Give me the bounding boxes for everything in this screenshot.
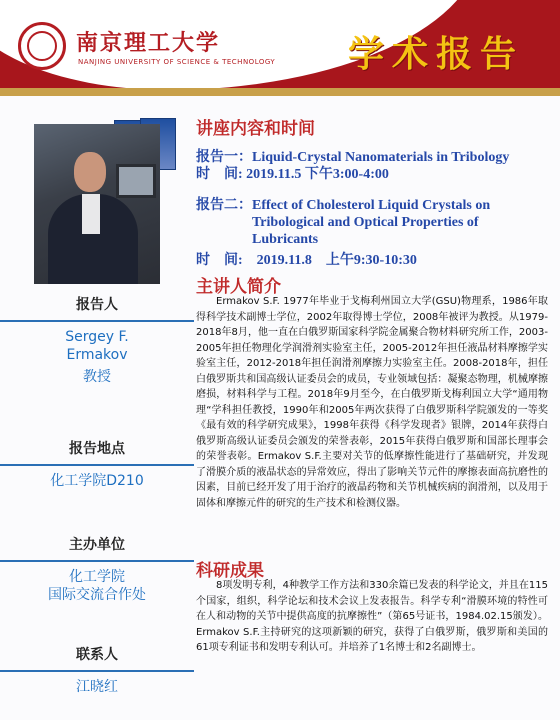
university-seal-icon <box>18 22 66 70</box>
host-line2: 国际交流合作处 <box>48 587 146 603</box>
divider <box>0 560 194 562</box>
reporter-title: 教授 <box>83 369 111 385</box>
lectures-section-title: 讲座内容和时间 <box>196 119 315 139</box>
talk1-title: 报告一：Liquid-Crystal Nanomaterials in Tribology <box>196 150 510 165</box>
divider <box>0 320 194 322</box>
poster-title: 学术报告 <box>347 33 524 75</box>
main-content <box>196 114 546 269</box>
achievements-text: 8项发明专利，4种教学工作方法和330余篇已发表的科学论文，并且在115个国家，组织，科学论坛和技术会议上发表报告。科学专利“滑膜环境的特性可在人和动物的关节中提供高度的抗摩擦性”（第65号证书，1984.02.15颁发）。Ermakov S.F.主持研究的这项新颖的研究，获得了白俄罗斯，俄罗斯和美国的61项专利证书和发明专利认可。并培养了1名博士和2名副博士。 <box>196 580 548 653</box>
contact-value: 江晓红 <box>76 679 118 695</box>
location-value: 化工学院D210 <box>50 473 144 489</box>
reporter-name: Sergey F. Ermakov <box>65 329 129 363</box>
speaker-section-title: 主讲人简介 <box>196 277 281 297</box>
divider <box>0 464 194 466</box>
speaker-bio: Ermakov S.F. 1977年毕业于戈梅利州国立大学(GSU)物理系，1986年取得科学技术副博士学位，2002年取得博士学位，2008年被评为教授。从1979-2018年8月，他一直在白俄罗斯国家科学院金属聚合物材料研究所工作，2003-2005年担任物理化学润滑剂实验室主任，2005-2012年担任液晶材料摩擦学实验室主任，2012-2018年担任润滑剂摩擦力实验室主任。2008-2018年，担任白俄罗斯共和国高级认证委员会的成员，专业领域包括：凝聚态物理，机械摩擦磨损，材料科学与工程。2018年9月至今，在白俄罗斯戈梅利国立大学“通用物理“学科担任教授，1990年和2005年两次获得了白俄罗斯科学院颁发的一等奖《最有效的科学研究成果》，1998年获得《科学发现者》银牌，2014年获得白俄罗斯高级认证委员会颁发的荣誉表彰，2015年获得白俄罗斯和国部长理事会的荣誉表彰。Ermakov S.F.主要对关节的低摩擦性能进行了基础研究，并发现了滑膜介质的液晶状态的异常效应，得出了影响关节元件的摩擦表面高抗磨性的因素，目前已经开发了用于治疗的液晶药物和关节机械疾病的润滑剂，以及用于固体和摩擦元件的研究的生产技术和检测仪器。 <box>196 296 548 509</box>
location-label: 报告地点 <box>69 441 125 457</box>
talk2-title-line1: 报告二：Effect of Cholesterol Liquid Crystals on <box>196 198 491 213</box>
divider <box>0 670 194 672</box>
university-name-en: NANJING UNIVERSITY OF SCIENCE & TECHNOLOGY <box>78 58 276 66</box>
reporter-label: 报告人 <box>76 297 118 313</box>
university-name-cn: 南京理工大学 <box>76 30 221 56</box>
talk2-title-line2: Tribological and Optical Properties of <box>252 215 479 230</box>
achievements-section-title: 科研成果 <box>196 561 264 581</box>
talk2-time: 时 间: 2019.11.8 上午9:30-10:30 <box>196 253 417 268</box>
contact-label: 联系人 <box>76 647 118 663</box>
speaker-photo <box>34 124 160 284</box>
host-line1: 化工学院 <box>69 569 125 585</box>
host-label: 主办单位 <box>69 537 125 553</box>
sidebar <box>34 124 160 720</box>
talk1-time: 时 间: 2019.11.5 下午3:00-4:00 <box>196 167 389 182</box>
talk2-title-line3: Lubricants <box>252 232 319 247</box>
header-gold-stripe <box>0 88 560 96</box>
